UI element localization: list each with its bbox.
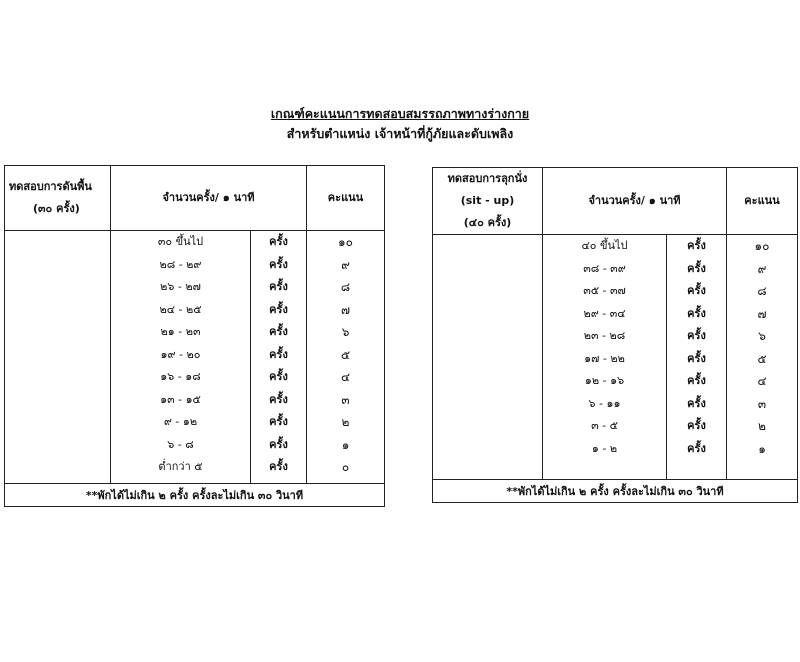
score-value: ๗ <box>340 302 351 317</box>
title-line-2: สำหรับตำแหน่ง เจ้าหน้าที่กู้ภัยและดับเพลิง <box>286 126 514 141</box>
unit-label: ครั้ง <box>269 257 288 271</box>
blank-cell <box>5 231 111 484</box>
reps-value: ๖ - ๑๑ <box>588 396 621 410</box>
unit-label: ครั้ง <box>687 239 706 252</box>
score-column <box>727 235 798 480</box>
test-sub: (sit - up) <box>460 194 515 207</box>
reps-value: ๔๐ ขึ้นไป <box>581 239 628 252</box>
score-value: ๗ <box>757 306 767 321</box>
title-line-1: เกณฑ์คะแนนการทดสอบสมรรถภาพทางร่างกาย <box>270 106 530 121</box>
document-title <box>0 104 800 144</box>
unit-label: ครั้ง <box>269 370 288 383</box>
situp-score-table <box>432 167 798 503</box>
score-header: คะแนน <box>307 166 385 231</box>
unit-label: ครั้ง <box>269 415 288 428</box>
reps-value: ๒๙ - ๓๔ <box>583 306 626 320</box>
score-value: ๒ <box>341 415 350 429</box>
score-value: ๙ <box>757 261 767 276</box>
score-value: ๑๐ <box>338 235 353 249</box>
reps-value: ๑๗ - ๒๒ <box>584 351 625 365</box>
unit-label: ครั้ง <box>687 351 706 365</box>
unit-label: ครั้ง <box>269 347 288 361</box>
reps-value: ๓๘ - ๓๙ <box>583 261 626 275</box>
score-value: ๑ <box>758 441 766 456</box>
reps-value: ๓๕ - ๓๗ <box>583 284 626 297</box>
score-value: ๑๐ <box>754 239 770 253</box>
unit-label: ครั้ง <box>687 284 706 297</box>
reps-value: ๒๓ - ๒๘ <box>583 329 626 342</box>
rest-note: **พักได้ไม่เกิน ๒ ครั้ง ครั้งละไม่เกิน ๓๐ วินาที <box>433 480 798 503</box>
score-value: ๑ <box>341 437 350 452</box>
unit-label: ครั้ง <box>269 392 288 406</box>
score-value: ๕ <box>757 351 767 366</box>
test-count: (๓๐ ครั้ง) <box>33 202 80 215</box>
reps-value: ๑๙ - ๒๐ <box>160 347 201 361</box>
score-value: ๐ <box>341 460 350 474</box>
score-header: คะแนน <box>727 168 798 235</box>
score-value: ๖ <box>341 325 350 339</box>
score-value: ๔ <box>757 374 767 388</box>
reps-column <box>543 235 667 480</box>
reps-value: ๓๐ ขึ้นไป <box>157 235 204 248</box>
reps-value: ๒๖ - ๒๗ <box>160 280 201 293</box>
test-name-cell <box>433 168 543 235</box>
reps-value: ๑๓ - ๑๕ <box>160 392 201 406</box>
reps-column <box>111 231 251 484</box>
score-value: ๖ <box>758 329 766 343</box>
unit-label: ครั้ง <box>687 419 706 432</box>
test-name: ทดสอบการลุกนั่ง <box>447 172 528 185</box>
reps-value: ๑๖ - ๑๘ <box>160 370 201 383</box>
score-value: ๓ <box>757 396 767 411</box>
score-value: ๘ <box>340 280 351 294</box>
unit-label: ครั้ง <box>269 302 288 316</box>
unit-label: ครั้ง <box>687 396 706 410</box>
test-count: (๔๐ ครั้ง) <box>463 216 512 229</box>
unit-label: ครั้ง <box>269 280 288 293</box>
test-name-cell <box>5 166 111 231</box>
reps-value: ต่ำกว่า ๕ <box>158 460 203 473</box>
pushup-score-table <box>4 165 385 507</box>
unit-label: ครั้ง <box>687 441 706 455</box>
reps-value: ๒๘ - ๒๙ <box>159 257 202 271</box>
unit-label: ครั้ง <box>269 325 288 338</box>
score-value: ๕ <box>340 347 351 362</box>
unit-label: ครั้ง <box>269 460 288 473</box>
unit-label: ครั้ง <box>687 329 706 342</box>
unit-label: ครั้ง <box>687 374 706 387</box>
reps-value: ๒๑ - ๒๓ <box>160 325 201 338</box>
score-value: ๙ <box>341 257 350 272</box>
reps-value: ๖ - ๘ <box>167 437 194 451</box>
reps-value: ๑๒ - ๑๖ <box>584 374 625 387</box>
reps-header: จำนวนครั้ง/ ๑ นาที <box>543 168 727 235</box>
score-value: ๔ <box>340 370 351 384</box>
unit-label: ครั้ง <box>269 235 288 248</box>
unit-column <box>667 235 727 480</box>
blank-cell <box>433 235 543 480</box>
unit-label: ครั้ง <box>269 437 288 451</box>
score-column <box>307 231 385 484</box>
score-value: ๘ <box>757 284 767 298</box>
rest-note: **พักได้ไม่เกิน ๒ ครั้ง ครั้งละไม่เกิน ๓๐ วินาที <box>5 484 385 507</box>
reps-value: ๙ - ๑๒ <box>163 415 198 428</box>
reps-value: ๒๔ - ๒๕ <box>159 302 202 316</box>
score-value: ๒ <box>758 419 766 433</box>
unit-label: ครั้ง <box>687 261 706 275</box>
unit-label: ครั้ง <box>687 306 706 320</box>
score-value: ๓ <box>341 392 350 407</box>
reps-value: ๓ - ๕ <box>591 419 618 432</box>
reps-header: จำนวนครั้ง/ ๑ นาที <box>111 166 307 231</box>
unit-column <box>251 231 307 484</box>
test-name: ทดสอบการดันพื้น <box>9 180 92 193</box>
reps-value: ๑ - ๒ <box>591 441 618 455</box>
